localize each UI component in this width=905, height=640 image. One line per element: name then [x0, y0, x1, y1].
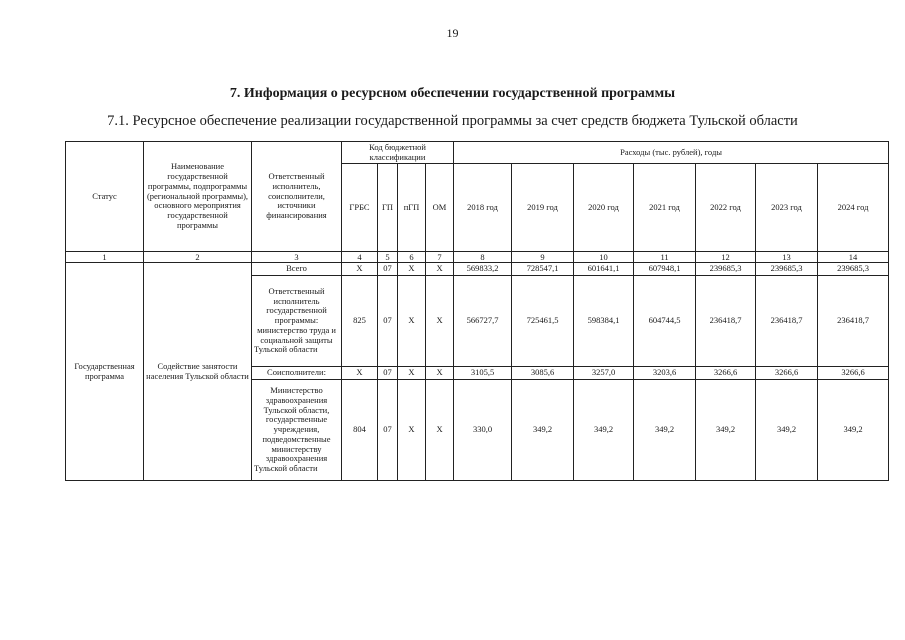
header-status: Статус	[66, 142, 144, 252]
value-cell: 349,2	[696, 380, 756, 481]
column-number: 4	[342, 252, 378, 263]
header-year: 2020 год	[574, 164, 634, 252]
section-title: 7. Информация о ресурсном обеспечении государственной программы	[229, 86, 676, 101]
column-number: 11	[634, 252, 696, 263]
grbs-cell: Х	[342, 263, 378, 276]
om-cell: Х	[426, 263, 454, 276]
program-name-cell: Содействие занятости населения Тульской области	[144, 263, 252, 481]
pgp-cell: Х	[398, 367, 426, 380]
value-cell: 349,2	[818, 380, 889, 481]
header-row-top	[66, 142, 889, 164]
value-cell: 3257,0	[574, 367, 634, 380]
page-number: 19	[446, 26, 459, 40]
header-year: 2024 год	[818, 164, 889, 252]
column-number: 3	[252, 252, 342, 263]
value-cell: 601641,1	[574, 263, 634, 276]
column-number: 10	[574, 252, 634, 263]
column-number: 9	[512, 252, 574, 263]
value-cell: 569833,2	[454, 263, 512, 276]
value-cell: 349,2	[634, 380, 696, 481]
grbs-cell: 825	[342, 276, 378, 367]
value-cell: 330,0	[454, 380, 512, 481]
value-cell: 3266,6	[756, 367, 818, 380]
column-number: 5	[378, 252, 398, 263]
value-cell: 566727,7	[454, 276, 512, 367]
value-cell: 3266,6	[818, 367, 889, 380]
subsection-title: 7.1. Ресурсное обеспечение реализации государственной программы за счет средств бюджета Тульской области	[107, 113, 798, 129]
value-cell: 3085,6	[512, 367, 574, 380]
row-label: Соисполнители:	[252, 367, 342, 380]
gp-cell: 07	[378, 276, 398, 367]
value-cell: 3266,6	[696, 367, 756, 380]
gp-cell: 07	[378, 263, 398, 276]
header-pgp: пГП	[398, 164, 426, 252]
pgp-cell: Х	[398, 380, 426, 481]
value-cell: 239685,3	[756, 263, 818, 276]
column-number: 12	[696, 252, 756, 263]
grbs-cell: 804	[342, 380, 378, 481]
om-cell: Х	[426, 367, 454, 380]
header-expenses: Расходы (тыс. рублей), годы	[454, 142, 889, 164]
pgp-cell: Х	[398, 276, 426, 367]
row-label: Министерство здравоохранения Тульской области, государственные учреждения, подведомственные министерству здравоохранения Тульской области	[252, 380, 342, 481]
value-cell: 607948,1	[634, 263, 696, 276]
value-cell: 236418,7	[756, 276, 818, 367]
value-cell: 349,2	[574, 380, 634, 481]
column-number: 14	[818, 252, 889, 263]
header-budget-code: Код бюджетной классификации	[342, 142, 454, 164]
column-number: 2	[144, 252, 252, 263]
row-label: Всего	[252, 263, 342, 276]
header-gp: ГП	[378, 164, 398, 252]
gp-cell: 07	[378, 380, 398, 481]
header-year: 2018 год	[454, 164, 512, 252]
header-name: Наименование государственной программы, подпрограммы (региональной программы), основного мероприятия государственной программы	[144, 142, 252, 252]
column-number: 1	[66, 252, 144, 263]
value-cell: 728547,1	[512, 263, 574, 276]
om-cell: Х	[426, 276, 454, 367]
pgp-cell: Х	[398, 263, 426, 276]
column-number-row	[66, 252, 889, 263]
resource-table	[65, 141, 889, 481]
value-cell: 239685,3	[818, 263, 889, 276]
header-responsible: Ответственный исполнитель, соисполнители, источники финансирования	[252, 142, 342, 252]
table-row-total	[66, 263, 889, 276]
header-year: 2021 год	[634, 164, 696, 252]
value-cell: 3105,5	[454, 367, 512, 380]
value-cell: 239685,3	[696, 263, 756, 276]
column-number: 8	[454, 252, 512, 263]
value-cell: 604744,5	[634, 276, 696, 367]
grbs-cell: Х	[342, 367, 378, 380]
value-cell: 349,2	[756, 380, 818, 481]
value-cell: 236418,7	[696, 276, 756, 367]
om-cell: Х	[426, 380, 454, 481]
value-cell: 725461,5	[512, 276, 574, 367]
status-cell: Государственная программа	[66, 263, 144, 481]
header-om: ОМ	[426, 164, 454, 252]
value-cell: 3203,6	[634, 367, 696, 380]
gp-cell: 07	[378, 367, 398, 380]
header-year: 2019 год	[512, 164, 574, 252]
value-cell: 349,2	[512, 380, 574, 481]
row-label: Ответственный исполнитель государственной программы: министерство труда и социальной защиты Тульской области	[252, 276, 342, 367]
value-cell: 236418,7	[818, 276, 889, 367]
header-year: 2023 год	[756, 164, 818, 252]
header-grbs: ГРБС	[342, 164, 378, 252]
column-number: 13	[756, 252, 818, 263]
header-year: 2022 год	[696, 164, 756, 252]
value-cell: 598384,1	[574, 276, 634, 367]
column-number: 6	[398, 252, 426, 263]
column-number: 7	[426, 252, 454, 263]
